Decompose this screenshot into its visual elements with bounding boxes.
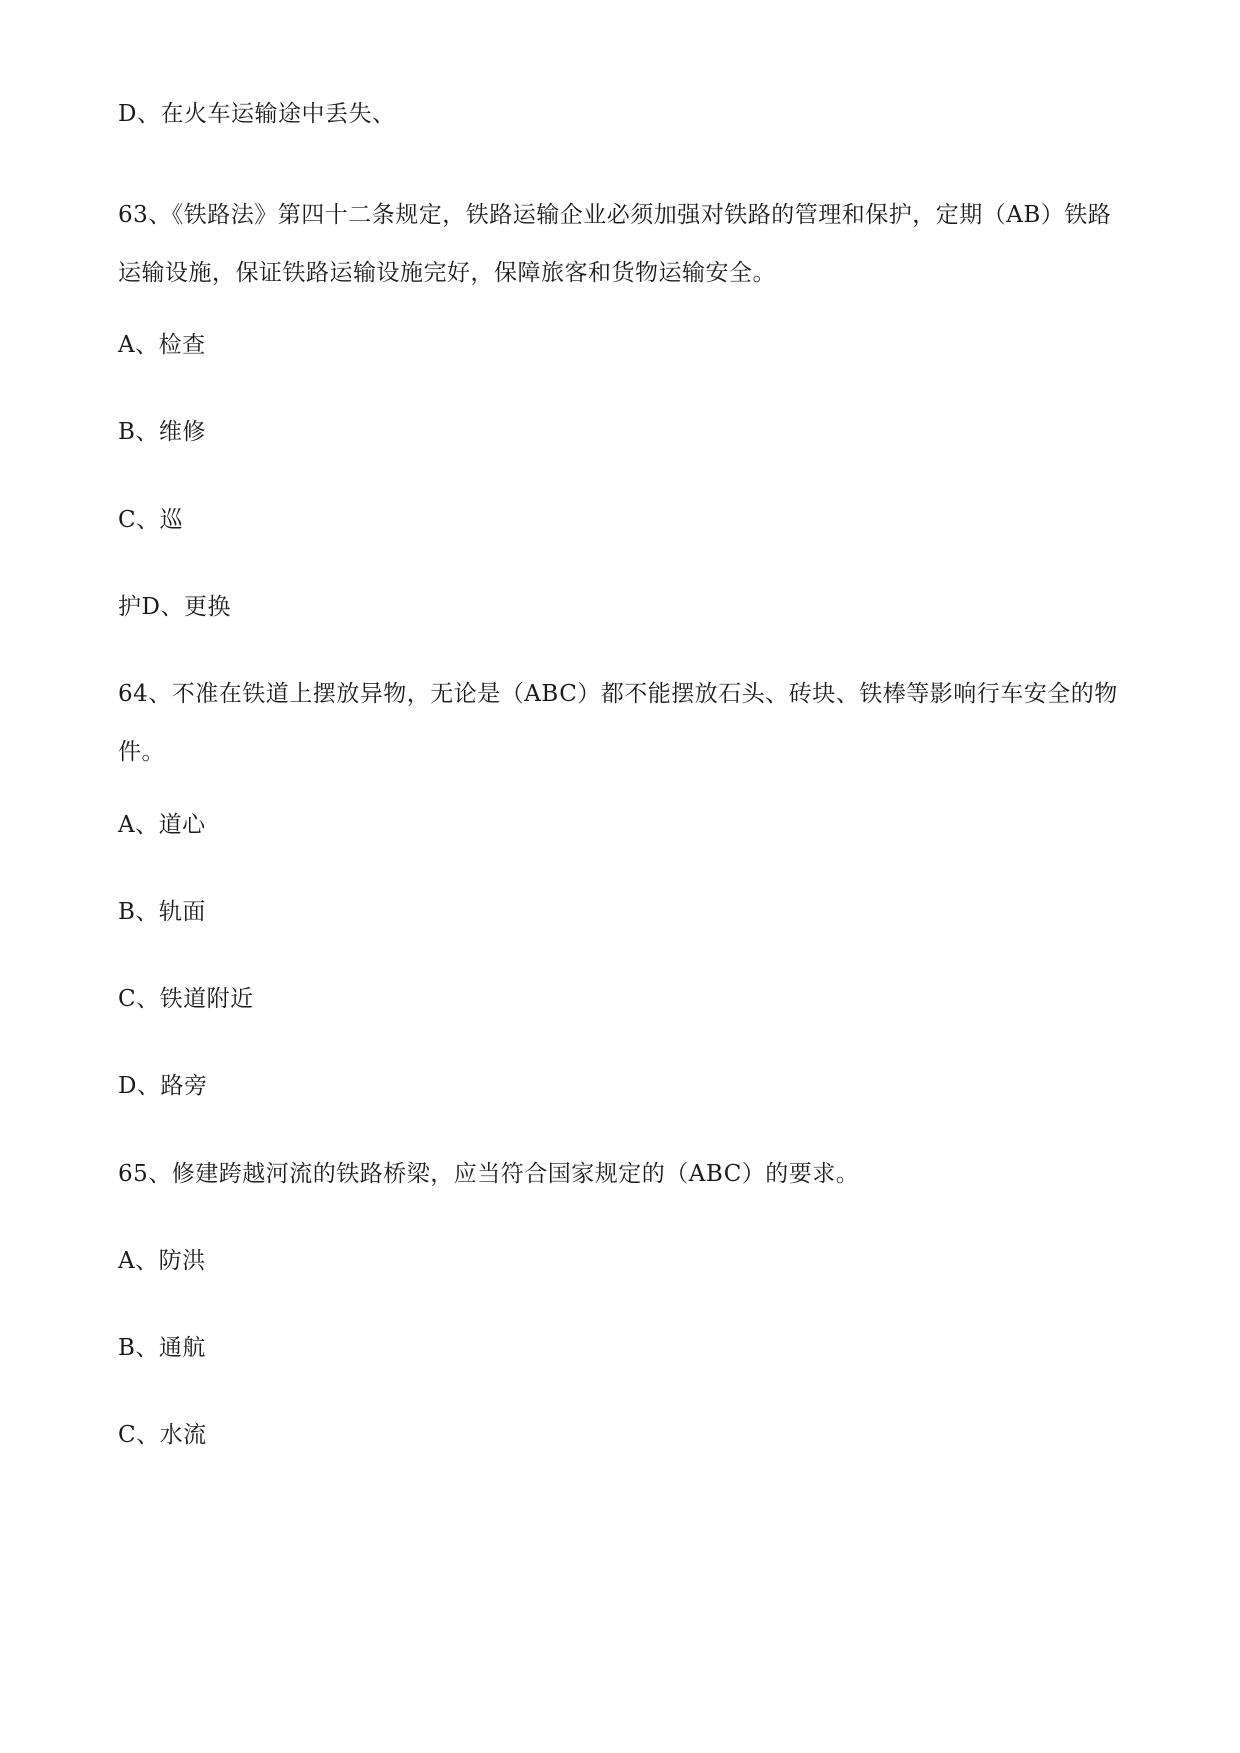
option-c-q65: C、水流 (118, 1422, 207, 1448)
option-a-q64: A、道心 (118, 812, 206, 838)
option-b-q63: B、维修 (118, 419, 206, 445)
question-63: 63、《铁路法》第四十二条规定，铁路运输企业必须加强对铁路的管理和保护，定期（AB）铁路运输设施，保证铁路运输设施完好，保障旅客和货物运输安全。 (118, 202, 1112, 286)
option-b-q65: B、通航 (118, 1335, 206, 1361)
question-64: 64、不准在铁道上摆放异物，无论是（ABC）都不能摆放石头、砖块、铁棒等影响行车安全的物件。 (118, 681, 1118, 765)
option-c-q64: C、铁道附近 (118, 986, 254, 1012)
option-a-q63: A、检查 (118, 332, 206, 358)
option-d-q63: 护D、更换 (118, 594, 231, 620)
option-d-q62: D、在火车运输途中丢失、 (118, 101, 396, 127)
option-a-q65: A、防洪 (118, 1248, 206, 1274)
option-b-q64: B、轨面 (118, 899, 206, 925)
question-65: 65、修建跨越河流的铁路桥梁，应当符合国家规定的（ABC）的要求。 (118, 1161, 860, 1187)
option-d-q64: D、路旁 (118, 1073, 208, 1099)
option-c-q63: C、巡 (118, 507, 184, 533)
